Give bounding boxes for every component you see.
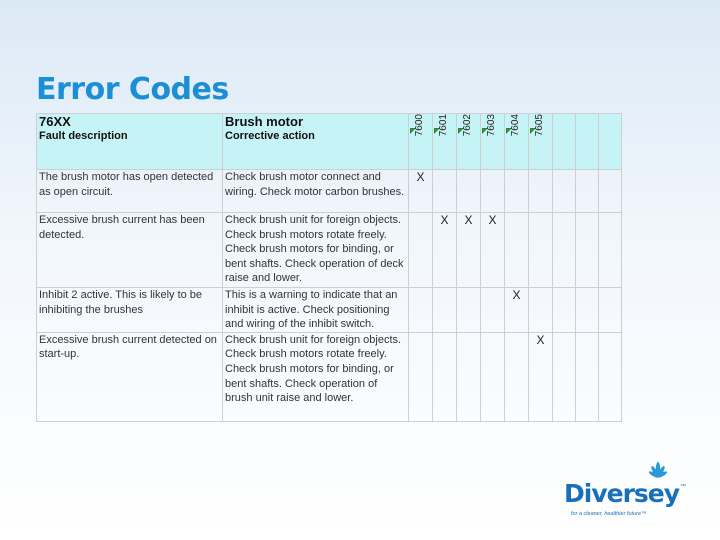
empty-header-cell (599, 114, 622, 170)
code-header (505, 114, 529, 170)
empty-cell (599, 288, 622, 333)
code-label: 7603 (486, 114, 498, 137)
code-mark (433, 170, 457, 213)
code-header (433, 114, 457, 170)
action-cell: Check brush motor connect and wiring. Check motor carbon brushes. (223, 170, 409, 213)
code-mark (505, 213, 529, 288)
code-mark (529, 288, 553, 333)
table-row (37, 213, 622, 288)
action-cell: Check brush unit for foreign objects. Check brush motors rotate freely. Check brush motors for binding, or bent shafts. Check operation of deck raise and lower. (223, 213, 409, 288)
code-mark (409, 288, 433, 333)
header-fault-cell (37, 114, 223, 170)
code-header (457, 114, 481, 170)
code-header (409, 114, 433, 170)
empty-cell (576, 288, 599, 333)
code-mark (457, 288, 481, 333)
code-mark: X (433, 213, 457, 288)
code-mark (529, 213, 553, 288)
code-mark (505, 332, 529, 421)
empty-cell (553, 288, 576, 333)
code-mark (433, 332, 457, 421)
logo-wordmark: Diversey (564, 479, 680, 508)
code-mark: X (457, 213, 481, 288)
empty-cell (553, 213, 576, 288)
code-mark (409, 332, 433, 421)
code-header (529, 114, 553, 170)
code-mark (481, 170, 505, 213)
fault-cell: Excessive brush current detected on start-up. (37, 332, 223, 421)
empty-cell (576, 332, 599, 421)
code-mark: X (409, 170, 433, 213)
empty-cell (576, 170, 599, 213)
code-mark (457, 332, 481, 421)
code-label: 7600 (414, 114, 426, 137)
code-mark: X (529, 332, 553, 421)
code-label: 7602 (462, 114, 474, 137)
action-cell: Check brush unit for foreign objects. Check brush motors rotate freely. Check brush motors for binding, or bent shafts. Check operation of brush unit raise and lower. (223, 332, 409, 421)
code-label: 7604 (510, 114, 522, 137)
empty-cell (553, 170, 576, 213)
code-mark (433, 288, 457, 333)
empty-cell (599, 170, 622, 213)
fault-cell: Inhibit 2 active. This is likely to be inhibiting the brushes (37, 288, 223, 333)
slide-title: Error Codes (36, 72, 229, 107)
table-row (37, 288, 622, 333)
logo-trademark: ™ (680, 484, 686, 490)
code-label: 7601 (438, 114, 450, 137)
corrective-action-header: Corrective action (225, 130, 315, 142)
code-mark (409, 213, 433, 288)
code-mark: X (481, 213, 505, 288)
fault-description-header: Fault description (39, 130, 128, 142)
code-mark (481, 332, 505, 421)
table-header-row (37, 114, 622, 170)
code-mark: X (505, 288, 529, 333)
fault-cell: The brush motor has open detected as open circuit. (37, 170, 223, 213)
action-cell: This is a warning to indicate that an inhibit is active. Check positioning and wiring of the inhibit switch. (223, 288, 409, 333)
empty-cell (576, 213, 599, 288)
code-label: 7605 (534, 114, 546, 137)
empty-cell (599, 332, 622, 421)
empty-header-cell (553, 114, 576, 170)
empty-cell (553, 332, 576, 421)
code-mark (505, 170, 529, 213)
table-row (37, 170, 622, 213)
diversey-logo (558, 462, 688, 526)
logo-tagline: for a cleaner, healthier future™ (571, 511, 647, 517)
table-row (37, 332, 622, 421)
empty-cell (599, 213, 622, 288)
group-name: Brush motor (225, 114, 303, 129)
code-mark (529, 170, 553, 213)
code-mark (481, 288, 505, 333)
fault-cell: Excessive brush current has been detected. (37, 213, 223, 288)
empty-header-cell (576, 114, 599, 170)
header-action-cell (223, 114, 409, 170)
code-header (481, 114, 505, 170)
code-mark (457, 170, 481, 213)
error-codes-table (36, 113, 622, 422)
group-code: 76XX (39, 114, 71, 129)
